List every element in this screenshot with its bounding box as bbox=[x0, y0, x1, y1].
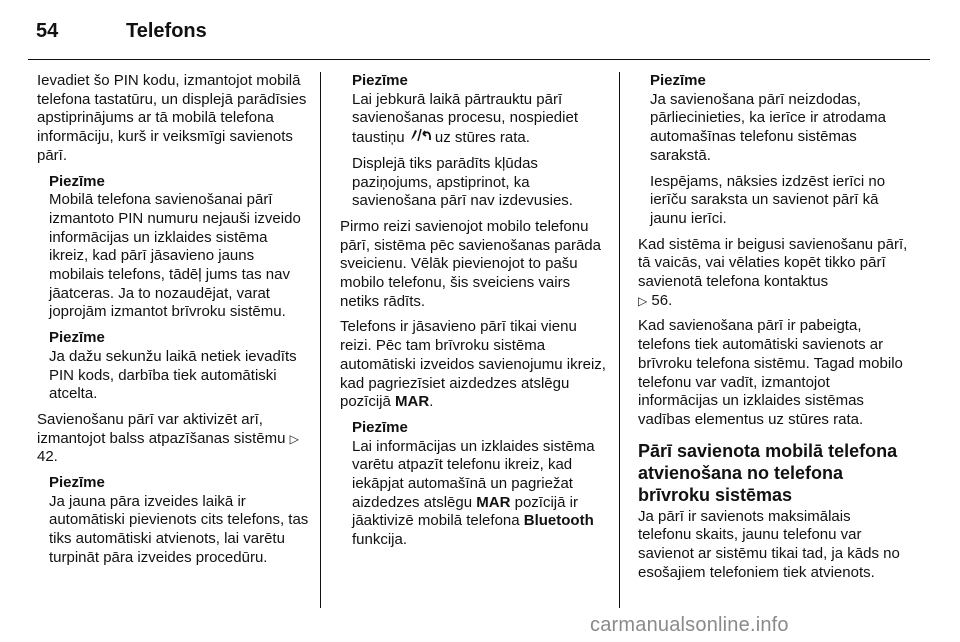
column-divider bbox=[619, 72, 620, 608]
note-text: Lai jebkurā laikā pārtrauktu pārī savienošanas procesu, nospiediet taustiņu uz stūres rata. bbox=[352, 90, 578, 147]
section-heading: Pārī savienota mobilā telefona atvienošana no telefona brīvroku sistēmas bbox=[638, 440, 898, 505]
note-title: Piezīme bbox=[352, 418, 408, 436]
intro-paragraph: Ievadiet šo PIN kodu, izmantojot mobilā telefona tastatūru, un displejā parādīsies apstiprinājums ar tā mobilā telefona informāciju, kurš ir veiksmīgi savienots pārī. bbox=[37, 72, 307, 164]
page-reference[interactable]: 42. bbox=[37, 448, 58, 466]
note-cancel-pairing bbox=[352, 72, 612, 211]
note-pin-timeout bbox=[49, 329, 309, 404]
note-title: Piezīme bbox=[49, 172, 105, 190]
page-number: 54 bbox=[36, 20, 59, 42]
disconnect-paragraph: Ja pārī ir savienots maksimālais telefonu skaits, jaunu telefonu var savienot ar sistēmu tikai tad, ja kāds no esošajiem telefoniem tiek atvienots. bbox=[638, 507, 900, 581]
note-text: Ja jauna pāra izveides laikā ir automātiski pievienots cits telefons, tas tiks automātiski atvienots, lai varētu turpināt pāra izveides procedūru. bbox=[49, 492, 309, 566]
page-reference-icon: ▷ bbox=[289, 431, 299, 446]
note-text: Lai informācijas un izklaides sistēma varētu atpazīt telefonu ikreiz, kad iekāpjat automašīnā un pagriežat aizdedzes atslēgu MAR pozīcijā ir jāaktivizē mobilā telefona Bluetooth funkcija. bbox=[352, 437, 595, 549]
note-title: Piezīme bbox=[352, 72, 408, 89]
first-pairing-paragraph: Pirmo reizi savienojot mobilo telefonu pārī, sistēma pēc savienošanas parāda sveicienu. Vēlāk pievienojot to pašu mobilo telefonu, šis sveiciens vairs netiks rādīts. bbox=[340, 217, 601, 310]
note-pairing-failed bbox=[650, 72, 908, 229]
note-text: Mobilā telefona savienošanai pārī izmantoto PIN numuru nejauši izveido informācijas un izklaides sistēma ikreiz, kad pārī jāsavieno jauns mobilais telefons, tādēļ jums tas nav jāatceras. Ja to nozaudējat, varat joprojām izmantot brīvroku sistēmu. bbox=[49, 191, 301, 321]
ignition-position: MAR bbox=[395, 393, 430, 411]
column-divider bbox=[320, 72, 321, 608]
page-reference[interactable]: 56. bbox=[651, 291, 673, 309]
phone-end-call-key-icon bbox=[409, 129, 431, 146]
page-reference-icon: ▷ bbox=[638, 293, 648, 308]
column-3 bbox=[638, 72, 908, 589]
watermark: carmanualsonline.info bbox=[590, 614, 789, 636]
auto-connect-paragraph: Telefons ir jāsavieno pārī tikai vienu reizi. Pēc tam brīvroku sistēma automātiski izveidos savienojumu ikreiz, kad pagriezīsiet aizdedzes atslēgu pozīcijā MAR. bbox=[340, 318, 606, 411]
column-2 bbox=[340, 72, 612, 557]
note-title: Piezīme bbox=[49, 474, 105, 492]
pairing-complete-paragraph: Kad savienošana pārī ir pabeigta, telefons tiek automātiski savienots ar brīvroku telefona sistēmu. Tagad mobilo telefonu var vadīt, izmantojot informācijas un izklaides sistēmas vadības elementus uz stūres rata. bbox=[638, 317, 903, 428]
column-1 bbox=[37, 72, 309, 575]
note-bluetooth bbox=[352, 419, 612, 550]
note-text: Ja savienošana pārī neizdodas, pārliecinieties, ka ierīce ir atrodama automašīnas telefonu sistēmas sarakstā. bbox=[650, 90, 886, 164]
voice-pairing-paragraph: Savienošanu pārī var aktivizēt arī, izmantojot balss atpazīšanas sistēmu ▷ 42. bbox=[37, 410, 299, 466]
chapter-title: Telefons bbox=[126, 20, 207, 42]
note-pin-info bbox=[49, 173, 309, 323]
note-text: Ja dažu sekunžu laikā netiek ievadīts PIN kods, darbība tiek automātiski atcelta. bbox=[49, 347, 297, 403]
note-text: Iespējams, nāksies izdzēst ierīci no ierīču saraksta un savienot pārī kā jaunu ierīci. bbox=[650, 172, 886, 227]
note-title: Piezīme bbox=[49, 329, 105, 347]
note-title: Piezīme bbox=[650, 72, 706, 89]
note-text: Displejā tiks parādīts kļūdas paziņojums, apstiprinot, ka savienošana pārī nav izdevusies. bbox=[352, 154, 573, 210]
copy-contacts-paragraph: Kad sistēma ir beigusi savienošanu pārī, tā vaicās, vai vēlaties kopēt tikko pārī savienotā telefona kontaktus ▷ 56. bbox=[638, 235, 908, 309]
header-rule bbox=[28, 59, 930, 60]
note-auto-disconnect bbox=[49, 474, 309, 568]
